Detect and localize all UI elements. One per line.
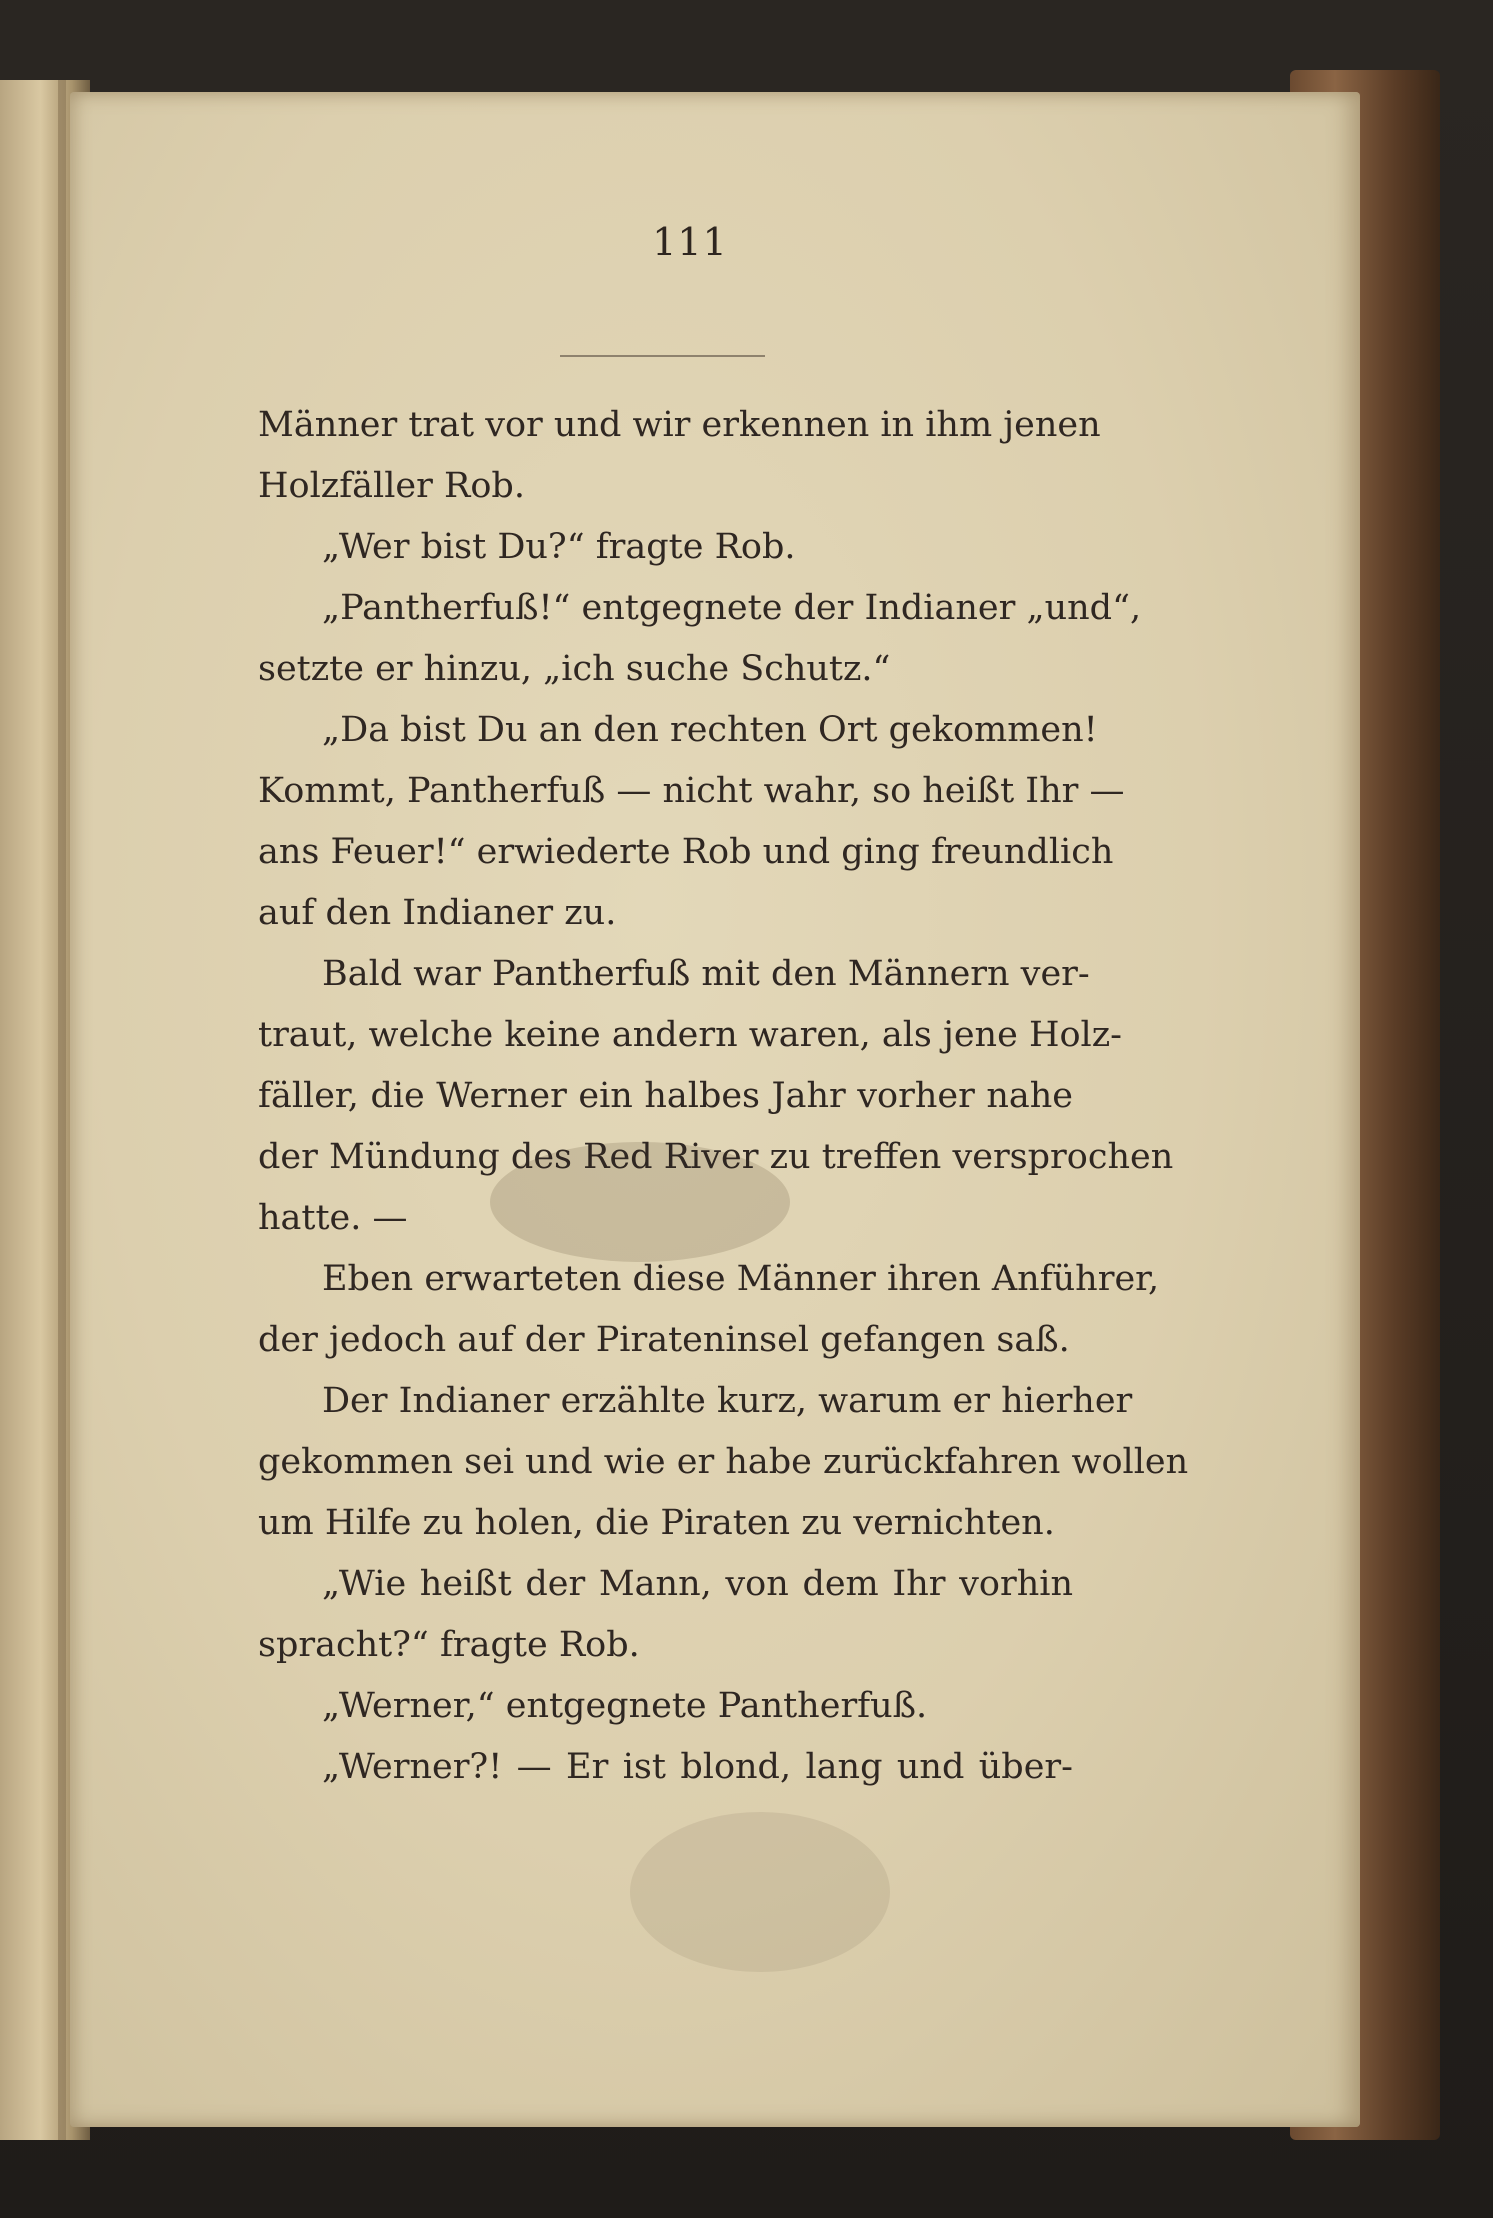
text-line: gekommen sei und wie er habe zurückfahren wollen [258,1442,1189,1482]
text-line: „Da bist Du an den rechten Ort gekommen! [322,710,1098,750]
text-line: fäller, die Werner ein halbes Jahr vorher nahe [258,1076,1073,1116]
body-text [258,395,1189,1798]
text-line: um Hilfe zu holen, die Piraten zu vernichten. [258,1503,1055,1543]
text-line: Eben erwarteten diese Männer ihren Anführer, [322,1259,1160,1299]
text-line: ans Feuer!“ erwiederte Rob und ging freundlich [258,832,1114,872]
header-rule [560,355,765,357]
paper-smudge [630,1812,890,1972]
text-line: Männer trat vor und wir erkennen in ihm jenen [258,405,1101,445]
text-line: auf den Indianer zu. [258,893,617,933]
text-line: „Werner,“ entgegnete Pantherfuß. [322,1686,928,1726]
page-number: 111 [652,220,728,264]
binding-edge [58,80,66,2140]
text-line: spracht?“ fragte Rob. [258,1625,640,1665]
text-line: der jedoch auf der Pirateninsel gefangen saß. [258,1320,1070,1360]
text-line: Bald war Pantherfuß mit den Männern ver- [322,954,1090,994]
text-line: traut, welche keine andern waren, als jene Holz- [258,1015,1122,1055]
text-line: hatte. — [258,1198,408,1238]
text-line: „Wie heißt der Mann, von dem Ihr vorhin [322,1564,1073,1604]
text-line: setzte er hinzu, „ich suche Schutz.“ [258,649,891,689]
text-line: „Pantherfuß!“ entgegnete der Indianer „und“, [322,588,1142,628]
text-line: der Mündung des Red River zu treffen versprochen [258,1137,1174,1177]
text-line: Holzfäller Rob. [258,466,525,506]
text-line: Kommt, Pantherfuß — nicht wahr, so heißt Ihr — [258,771,1125,811]
text-line: „Wer bist Du?“ fragte Rob. [322,527,796,567]
text-line: Der Indianer erzählte kurz, warum er hierher [322,1381,1133,1421]
text-line: „Werner?! — Er ist blond, lang und über- [322,1747,1073,1787]
